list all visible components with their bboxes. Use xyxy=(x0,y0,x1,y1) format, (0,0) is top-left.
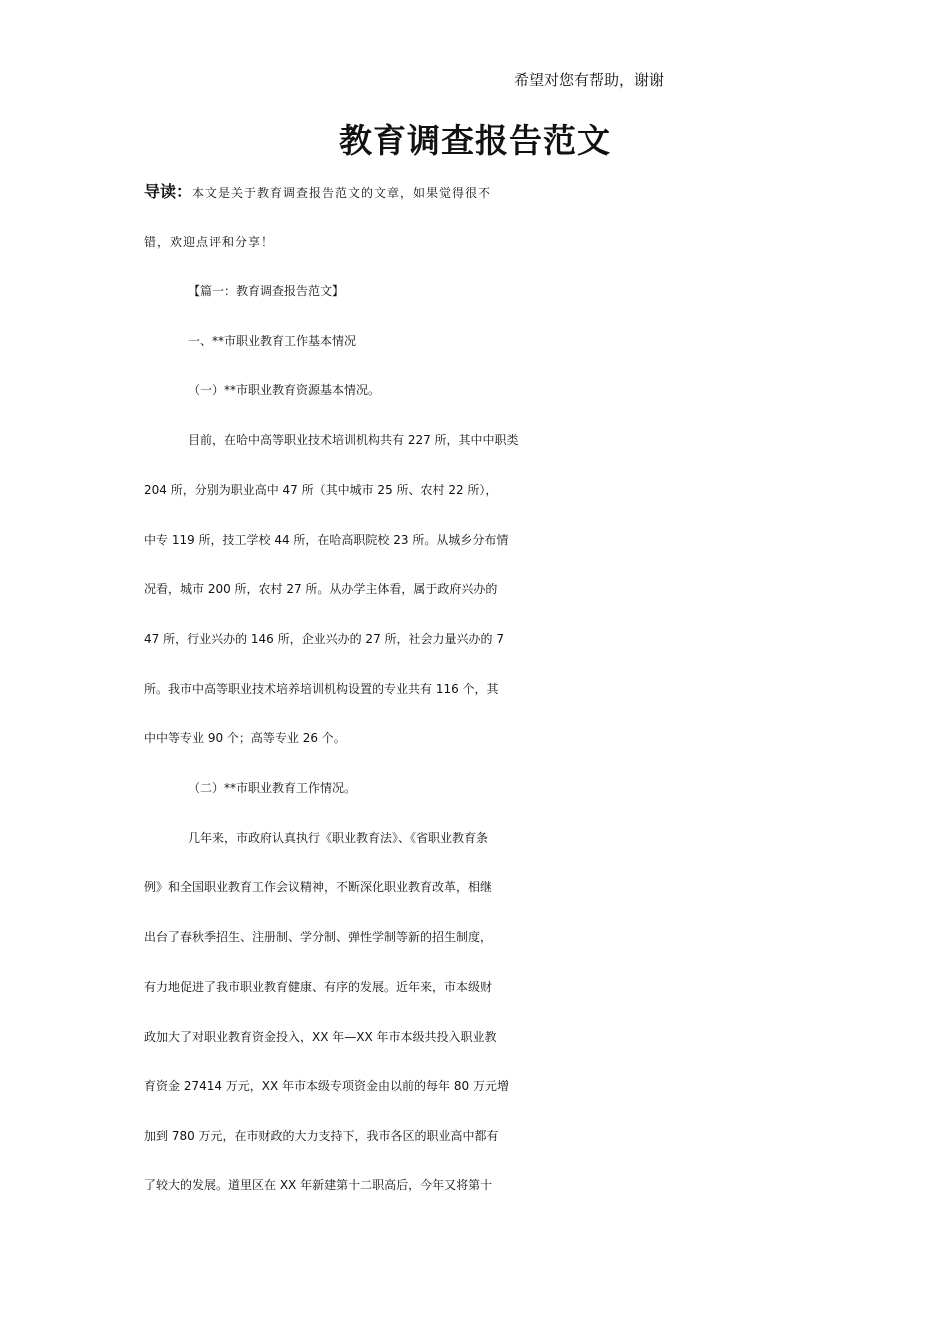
paragraph-line: 政加大了对职业教育资金投入，XX 年—XX 年市本级共投入职业教 xyxy=(144,1030,497,1044)
paragraph-line: 目前，在哈中高等职业技术培训机构共有 227 所，其中中职类 xyxy=(188,433,519,447)
lead-line-1 xyxy=(144,176,814,209)
section-heading: 【篇一：教育调查报告范文】 xyxy=(188,284,345,298)
paragraph-line: 育资金 27414 万元，XX 年市本级专项资金由以前的每年 80 万元增 xyxy=(144,1079,509,1093)
lead-text-1: 本文是关于教育调查报告范文的文章，如果觉得很不 xyxy=(192,186,492,200)
subheading-1: （一）**市职业教育资源基本情况。 xyxy=(188,383,381,397)
heading-1: 一、**市职业教育工作基本情况 xyxy=(188,334,357,348)
paragraph-line: 中专 119 所，技工学校 44 所，在哈高职院校 23 所。从城乡分布情 xyxy=(144,533,509,547)
paragraph-line: 所。我市中高等职业技术培养培训机构设置的专业共有 116 个，其 xyxy=(144,682,499,696)
lead-label: 导读： xyxy=(144,182,193,201)
header-note: 希望对您有帮助，谢谢 xyxy=(514,71,665,89)
subheading-2: （二）**市职业教育工作情况。 xyxy=(188,781,357,795)
paragraph-line: 47 所，行业兴办的 146 所，企业兴办的 27 所，社会力量兴办的 7 xyxy=(144,632,504,646)
paragraph-line: 几年来，市政府认真执行《职业教育法》、《省职业教育条 xyxy=(188,831,489,845)
paragraph-line: 有力地促进了我市职业教育健康、有序的发展。近年来，市本级财 xyxy=(144,980,493,994)
paragraph-line: 况看，城市 200 所，农村 27 所。从办学主体看，属于政府兴办的 xyxy=(144,582,498,596)
lead-line-2: 错，欢迎点评和分享！ xyxy=(144,235,275,249)
document-title: 教育调查报告范文 xyxy=(339,121,611,160)
paragraph-line: 中中等专业 90 个；高等专业 26 个。 xyxy=(144,731,346,745)
paragraph-line: 了较大的发展。道里区在 XX 年新建第十二职高后，今年又将第十 xyxy=(144,1178,493,1192)
paragraph-line: 204 所，分别为职业高中 47 所（其中城市 25 所、农村 22 所）， xyxy=(144,483,498,497)
paragraph-line: 出台了春秋季招生、注册制、学分制、弹性学制等新的招生制度， xyxy=(144,930,493,944)
paragraph-line: 例》和全国职业教育工作会议精神，不断深化职业教育改革，相继 xyxy=(144,880,493,894)
paragraph-line: 加到 780 万元，在市财政的大力支持下，我市各区的职业高中都有 xyxy=(144,1129,499,1143)
